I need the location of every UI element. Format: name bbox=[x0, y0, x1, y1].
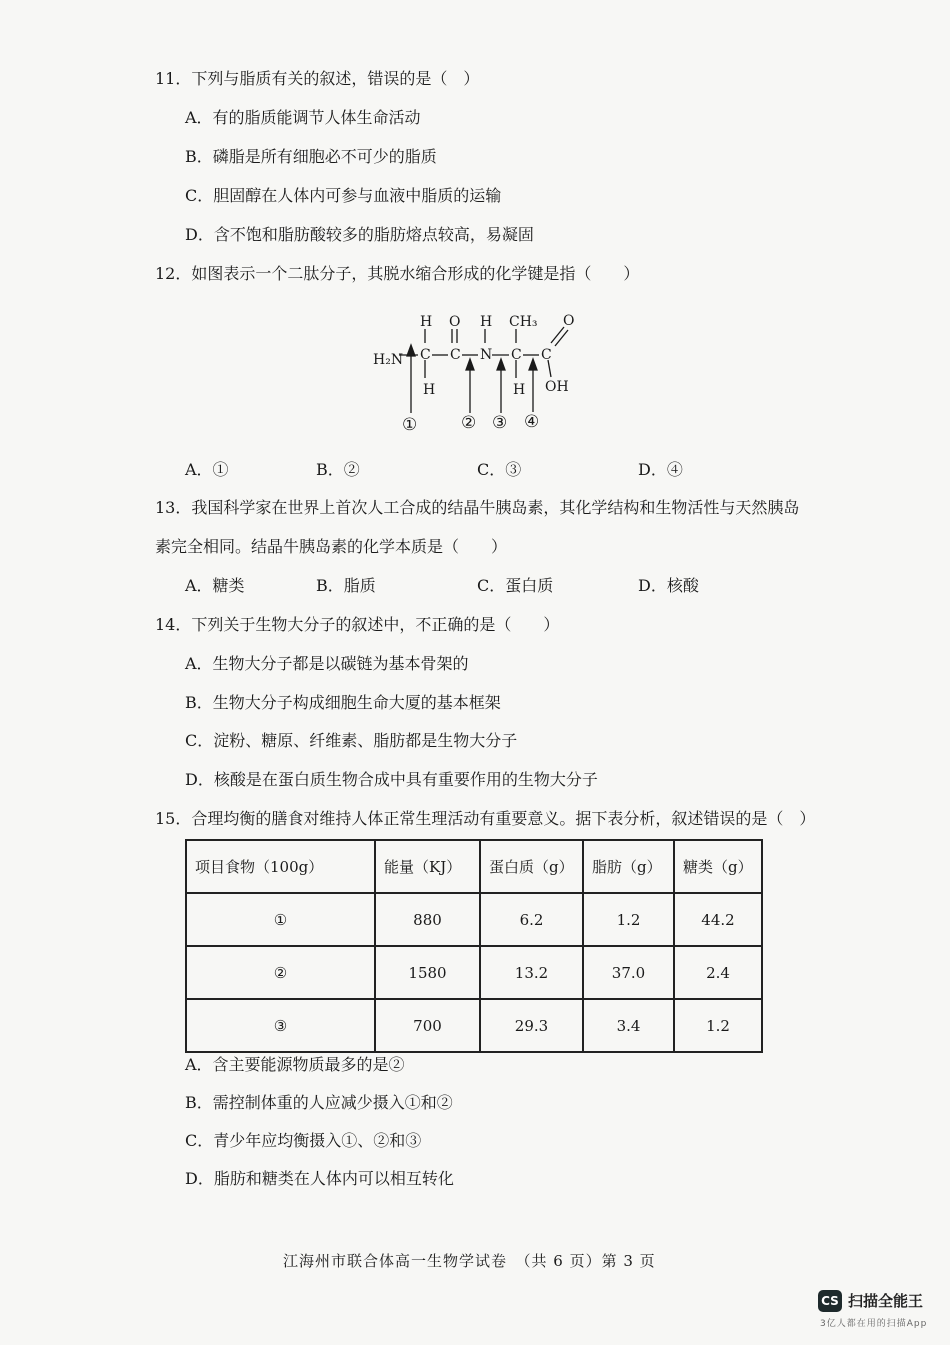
cell-protein: 6.2 bbox=[480, 893, 583, 946]
cell-protein: 13.2 bbox=[480, 946, 583, 999]
q15-stem: 15．合理均衡的膳食对维持人体正常生理活动有重要意义。据下表分析，叙述错误的是（ ） bbox=[155, 809, 816, 828]
nitrogen-atom: N bbox=[480, 347, 493, 363]
header-food-item: 项目食物（100g） bbox=[186, 840, 375, 893]
oxygen-atom: O bbox=[449, 314, 461, 330]
q12-option-b: B．② bbox=[316, 460, 360, 479]
q12-option-c: C．③ bbox=[477, 460, 522, 479]
q14-option-b: B．生物大分子构成细胞生命大厦的基本框架 bbox=[185, 693, 501, 712]
q14-stem: 14．下列关于生物大分子的叙述中，不正确的是（ ） bbox=[155, 615, 560, 634]
q12-option-a: A．① bbox=[185, 460, 229, 479]
cell-energy: 700 bbox=[375, 999, 480, 1052]
q13-option-d: D．核酸 bbox=[638, 576, 699, 595]
table-row bbox=[186, 999, 762, 1052]
cell-energy: 1580 bbox=[375, 946, 480, 999]
q13-option-b: B．脂质 bbox=[316, 576, 376, 595]
h-atom: H bbox=[420, 314, 433, 330]
marker-4: ④ bbox=[524, 412, 540, 432]
q15-option-a: A．含主要能源物质最多的是② bbox=[185, 1055, 405, 1074]
dipeptide-diagram bbox=[365, 305, 605, 435]
table-row bbox=[186, 893, 762, 946]
methyl-group: CH₃ bbox=[509, 314, 538, 330]
h-atom: H bbox=[423, 382, 436, 398]
header-energy: 能量（KJ） bbox=[375, 840, 480, 893]
q11-option-a: A．有的脂质能调节人体生命活动 bbox=[185, 108, 421, 127]
watermark-name: 扫描全能王 bbox=[848, 1292, 924, 1310]
cell-food: ③ bbox=[186, 999, 375, 1052]
q15-option-d: D．脂肪和糖类在人体内可以相互转化 bbox=[185, 1169, 454, 1188]
q13-option-a: A．糖类 bbox=[185, 576, 245, 595]
hydroxyl-group: OH bbox=[545, 379, 569, 395]
marker-1: ① bbox=[402, 415, 418, 435]
amino-group: H₂N bbox=[373, 352, 404, 368]
q15-option-c: C．青少年应均衡摄入①、②和③ bbox=[185, 1131, 422, 1150]
q14-option-d: D．核酸是在蛋白质生物合成中具有重要作用的生物大分子 bbox=[185, 770, 598, 789]
q15-option-b: B．需控制体重的人应减少摄入①和② bbox=[185, 1093, 453, 1112]
h-atom: H bbox=[480, 314, 493, 330]
marker-3: ③ bbox=[492, 413, 508, 433]
marker-2: ② bbox=[461, 413, 477, 433]
q13-stem-line2: 素完全相同。结晶牛胰岛素的化学本质是（ ） bbox=[155, 537, 508, 556]
cell-food: ① bbox=[186, 893, 375, 946]
carbon-atom: C bbox=[511, 347, 522, 363]
cell-fat: 3.4 bbox=[583, 999, 674, 1052]
cell-protein: 29.3 bbox=[480, 999, 583, 1052]
table-header-row bbox=[186, 840, 762, 893]
carbon-atom: C bbox=[541, 347, 552, 363]
header-protein: 蛋白质（g） bbox=[480, 840, 583, 893]
cell-sugar: 1.2 bbox=[674, 999, 762, 1052]
q11-stem: 11．下列与脂质有关的叙述，错误的是（ ） bbox=[155, 69, 480, 88]
carbon-atom: C bbox=[420, 347, 431, 363]
q13-stem-line1: 13．我国科学家在世界上首次人工合成的结晶牛胰岛素，其化学结构和生物活性与天然胰岛 bbox=[155, 498, 800, 517]
q13-option-c: C．蛋白质 bbox=[477, 576, 554, 595]
cell-food: ② bbox=[186, 946, 375, 999]
header-fat: 脂肪（g） bbox=[583, 840, 674, 893]
cell-fat: 1.2 bbox=[583, 893, 674, 946]
q11-option-d: D．含不饱和脂肪酸较多的脂肪熔点较高，易凝固 bbox=[185, 225, 534, 244]
header-sugar: 糖类（g） bbox=[674, 840, 762, 893]
carbon-atom: C bbox=[450, 347, 461, 363]
cell-energy: 880 bbox=[375, 893, 480, 946]
table-row bbox=[186, 946, 762, 999]
q11-option-c: C．胆固醇在人体内可参与血液中脂质的运输 bbox=[185, 186, 502, 205]
q14-option-a: A．生物大分子都是以碳链为基本骨架的 bbox=[185, 654, 469, 673]
camscanner-logo-icon: CS bbox=[818, 1290, 842, 1312]
food-nutrition-table bbox=[185, 839, 763, 1053]
cell-sugar: 44.2 bbox=[674, 893, 762, 946]
q12-stem: 12．如图表示一个二肽分子，其脱水缩合形成的化学键是指（ ） bbox=[155, 264, 640, 283]
cell-sugar: 2.4 bbox=[674, 946, 762, 999]
q11-option-b: B．磷脂是所有细胞必不可少的脂质 bbox=[185, 147, 437, 166]
watermark-tagline: 3亿人都在用的扫描App bbox=[820, 1319, 928, 1329]
page-footer: 江海州市联合体高一生物学试卷 （共 6 页）第 3 页 bbox=[283, 1252, 656, 1270]
oxygen-atom: O bbox=[563, 313, 575, 329]
h-atom: H bbox=[513, 382, 526, 398]
cell-fat: 37.0 bbox=[583, 946, 674, 999]
q12-option-d: D．④ bbox=[638, 460, 683, 479]
q14-option-c: C．淀粉、糖原、纤维素、脂肪都是生物大分子 bbox=[185, 731, 518, 750]
